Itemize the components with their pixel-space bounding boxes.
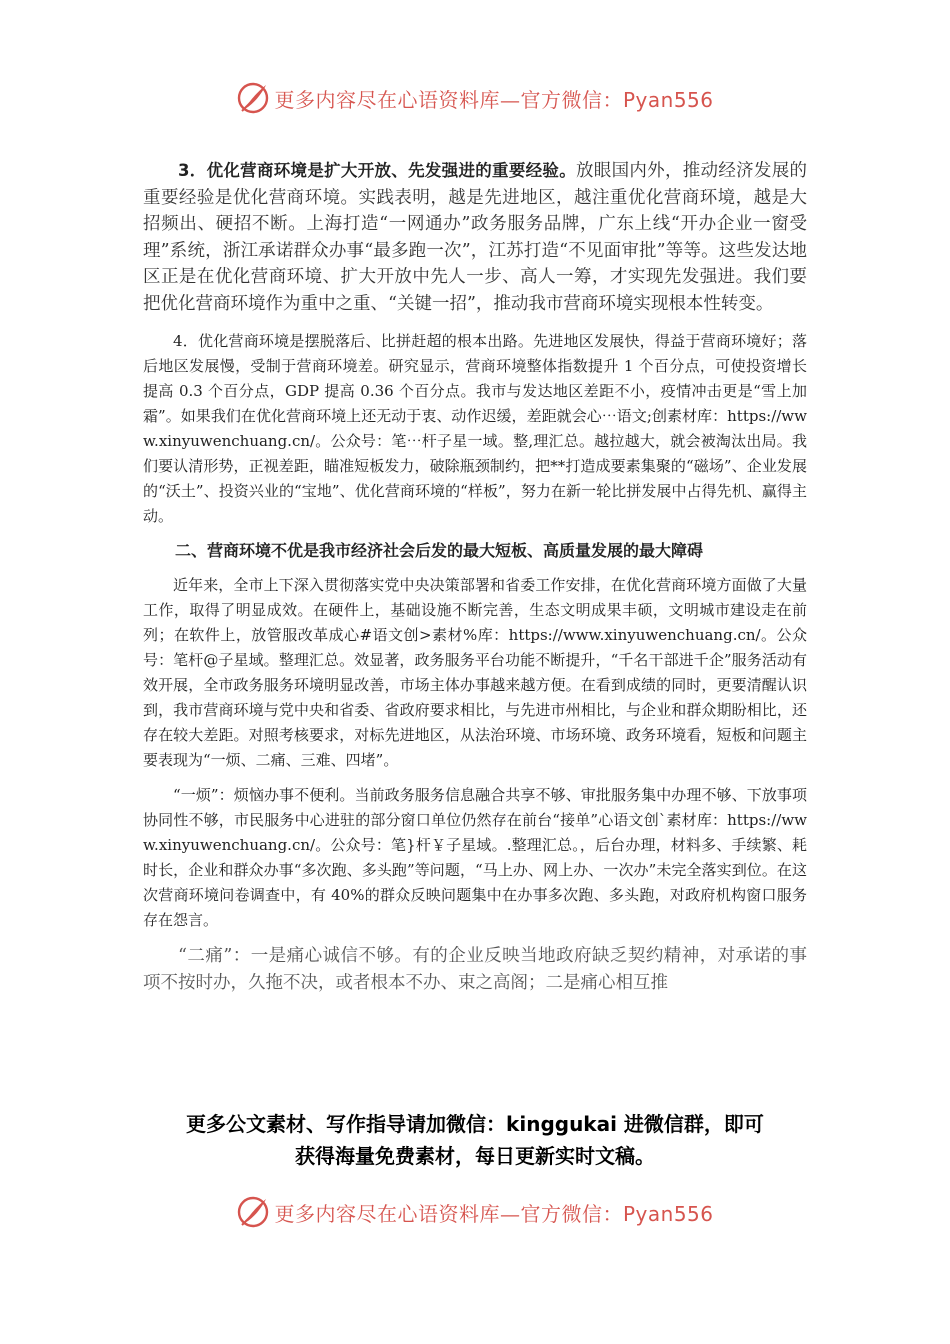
banner-text: 更多内容尽在心语资料库—官方微信：Pyan556	[274, 1201, 714, 1226]
banner-text: 更多内容尽在心语资料库—官方微信：Pyan556	[274, 87, 714, 112]
footer-promo-line-1: 更多公文素材、写作指导请加微信：kinggukai 进微信群，即可	[186, 1112, 764, 1136]
footer-promo-note	[140, 1108, 810, 1172]
paragraph-recent-years: 近年来，全市上下深入贯彻落实党中央决策部署和省委工作安排，在优化营商环境方面做了大量工作，取得了明显成效。在硬件上，基础设施不断完善，生态文明成果丰硕，文明城市建设走在前列；在软件上，放管服改革成心#语文创>素材%库：https://www.xinyuwenchuang.cn/。公众号：笔杆@子星域。整理汇总。效显著，政务服务平台功能不断提升，“千名干部进千企”服务活动有效开展，全市政务服务环境明显改善，市场主体办事越来越方便。在看到成绩的同时，更要清醒认识到，我市营商环境与党中央和省委、省政府要求相比，与先进市州相比，与企业和群众期盼相比，还存在较大差距。对照考核要求，对标先进地区，从法治环境、市场环境、政务环境看，短板和问题主要表现为“一烦、二痛、三难、四堵”。	[143, 576, 807, 769]
header-banner	[0, 76, 950, 120]
document-body	[143, 158, 807, 1008]
footer-promo-line-2: 获得海量免费素材，每日更新实时文稿。	[295, 1144, 655, 1168]
paragraph-3	[143, 158, 807, 317]
quill-logo-icon	[236, 1195, 270, 1229]
quill-logo-icon	[236, 81, 270, 115]
footer-banner	[0, 1190, 950, 1234]
paragraph-3-body: 放眼国内外，推动经济发展的重要经验是优化营商环境。实践表明，越是先进地区，越注重优化营商环境，越是大招频出、硬招不断。上海打造“一网通办”政务服务品牌，广东上线“开办企业一窗受理”系统，浙江承诺群众办事“最多跑一次”，江苏打造“不见面审批”等等。这些发达地区正是在优化营商环境、扩大开放中先人一步、高人一筹，才实现先发强进。我们要把优化营商环境作为重中之重、“关键一招”，推动我市营商环境实现根本性转变。	[143, 161, 808, 314]
paragraph-ertong: “二痛”：一是痛心诚信不够。有的企业反映当地政府缺乏契约精神，对承诺的事项不按时办，久拖不决，或者根本不办、束之高阁；二是痛心相互推	[143, 946, 807, 993]
section-heading-2: 二、营商环境不优是我市经济社会后发的最大短板、高质量发展的最大障碍	[175, 541, 704, 560]
paragraph-4: 4．优化营商环境是摆脱落后、比拼赶超的根本出路。先进地区发展快，得益于营商环境好；落后地区发展慢，受制于营商环境差。研究显示，营商环境整体指数提升 1 个百分点，可使投资增长提高 0.3 个百分点，GDP 提高 0.36 个百分点。我市与发达地区差距不小，疫情冲击更是“雪上加霜”。如果我们在优化营商环境上还无动于衷、动作迟缓，差距就会心⋯语文;创素材库：https://www.xinyuwenchuang.cn/。公众号：笔⋯杆子星一域。整,理汇总。越拉越大，就会被淘汰出局。我们要认清形势，正视差距，瞄准短板发力，破除瓶颈制约，把**打造成要素集聚的“磁场”、企业发展的“沃土”、投资兴业的“宝地”、优化营商环境的“样板”，努力在新一轮比拼发展中占得先机、赢得主动。	[143, 332, 807, 525]
paragraph-3-lead: 3．优化营商环境是扩大开放、先发强进的重要经验。	[178, 161, 576, 180]
paragraph-yifan: “一烦”：烦恼办事不便利。当前政务服务信息融合共享不够、审批服务集中办理不够、下放事项协同性不够，市民服务中心进驻的部分窗口单位仍然存在前台“接单”心语文创`素材库：https://www.xinyuwenchuang.cn/。公众号：笔}杆￥子星域。.整理汇总。，后台办理，材料多、手续繁、耗时长，企业和群众办事“多次跑、多头跑”等问题，“马上办、网上办、一次办”未完全落实到位。在这次营商环境问卷调查中，有 40%的群众反映问题集中在办事多次跑、多头跑，对政府机构窗口服务存在怨言。	[143, 786, 807, 929]
